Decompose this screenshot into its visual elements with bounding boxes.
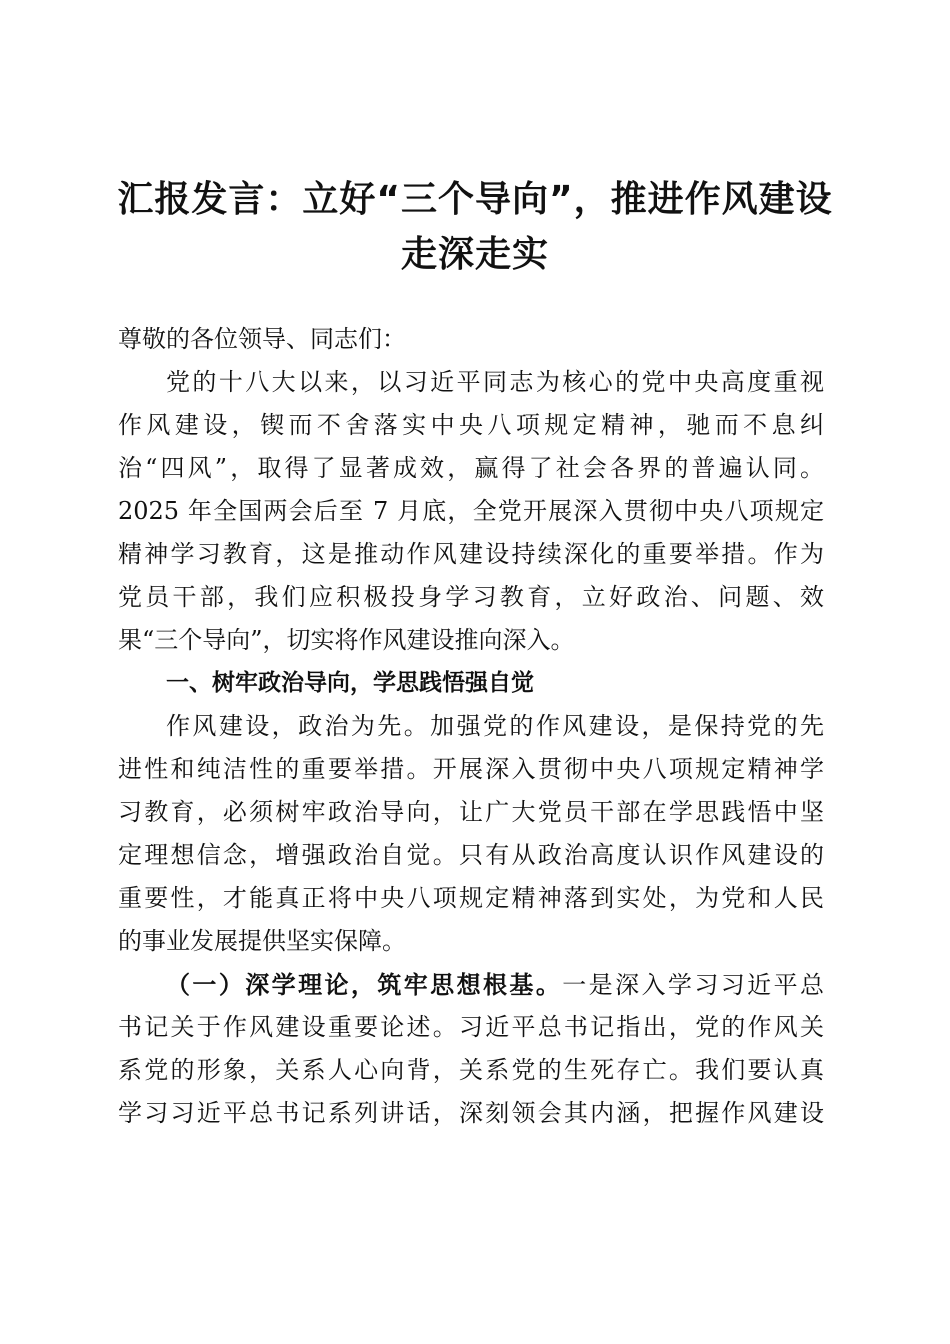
subsection-lead: （一）深学理论，筑牢思想根基。 [166, 970, 563, 999]
paragraph-1-line: 精神学习教育，这是推动作风建设持续深化的重要举措。作为 [118, 540, 824, 568]
paragraph-2-line: 习教育，必须树牢政治导向，让广大党员干部在学思践悟中坚 [118, 798, 824, 826]
paragraph-1-line: 果“三个导向”，切实将作风建设推向深入。 [118, 626, 575, 654]
document-title [100, 172, 850, 282]
paragraph-1-line: 2025 年全国两会后至 7 月底，全党开展深入贯彻中央八项规定 [118, 497, 824, 525]
paragraph-3-line: 系党的形象，关系人心向背，关系党的生死存亡。我们要认真 [118, 1056, 824, 1084]
paragraph-1-line: 作风建设，锲而不舍落实中央八项规定精神，驰而不息纠 [118, 411, 824, 439]
paragraph-2-line: 作风建设，政治为先。加强党的作风建设，是保持党的先 [166, 712, 824, 740]
paragraph-1-line: 治“四风”，取得了显著成效，赢得了社会各界的普遍认同。 [118, 454, 824, 482]
paragraph-3-line: 书记关于作风建设重要论述。习近平总书记指出，党的作风关 [118, 1013, 824, 1041]
title-line-1: 汇报发言：立好“三个导向”，推进作风建设 [117, 179, 833, 220]
paragraph-2-line: 重要性，才能真正将中央八项规定精神落到实处，为党和人民 [118, 884, 824, 912]
paragraph-3-line: 学习习近平总书记系列讲话，深刻领会其内涵，把握作风建设 [118, 1099, 824, 1127]
document-body [118, 318, 824, 1135]
title-line-2: 走深走实 [400, 234, 549, 275]
paragraph-1-line: 党的十八大以来，以习近平同志为核心的党中央高度重视 [166, 368, 824, 396]
paragraph-2-line: 进性和纯洁性的重要举措。开展深入贯彻中央八项规定精神学 [118, 755, 824, 783]
paragraph-3-line [118, 963, 824, 1006]
salutation: 尊敬的各位领导、同志们： [118, 325, 406, 353]
paragraph-2-line: 定理想信念，增强政治自觉。只有从政治高度认识作风建设的 [118, 841, 824, 869]
paragraph-1-line: 党员干部，我们应积极投身学习教育，立好政治、问题、效 [118, 583, 824, 611]
paragraph-3-first-text: 一是深入学习习近平总 [562, 971, 824, 999]
section-heading-1: 一、树牢政治导向，学思践悟强自觉 [166, 670, 534, 696]
paragraph-2-line: 的事业发展提供坚实保障。 [118, 927, 406, 955]
